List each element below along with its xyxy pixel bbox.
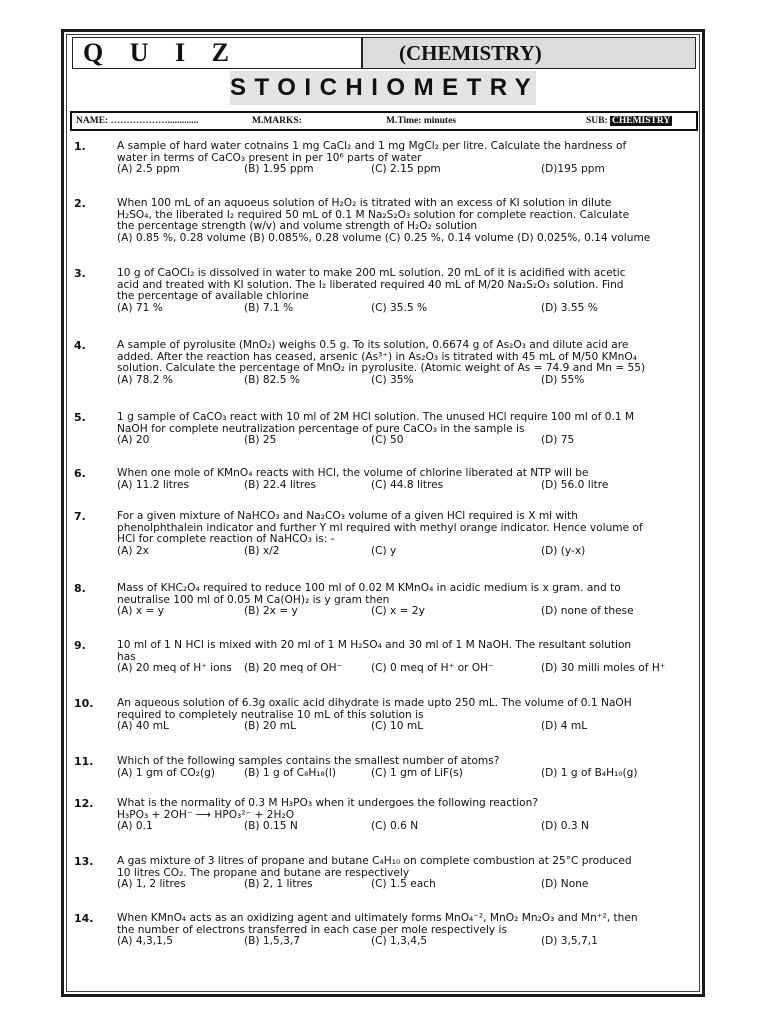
answer-option: (C) 35.5 % bbox=[371, 301, 428, 314]
answer-options bbox=[117, 879, 695, 891]
answer-option: (C) x = 2y bbox=[371, 605, 425, 618]
question-number: 8. bbox=[74, 582, 86, 595]
question-number: 11. bbox=[74, 755, 94, 768]
answer-option: (A) 40 mL bbox=[117, 720, 169, 733]
question-text bbox=[117, 468, 695, 492]
question-text bbox=[117, 756, 695, 780]
answer-options bbox=[117, 936, 695, 948]
question-line: When one mole of KMnO₄ reacts with HCl, the volume of chlorine liberated at NTP will be bbox=[117, 467, 589, 479]
answer-option: (B) 22.4 litres bbox=[244, 478, 317, 491]
answer-option: (B) 1.95 ppm bbox=[244, 163, 314, 176]
answer-options bbox=[117, 821, 695, 833]
question-line: required to completely neutralise 10 mL of this solution is bbox=[117, 708, 424, 721]
question-line: 10 g of CaOCl₂ is dissolved in water to make 200 mL solution. 20 mL of it is acidified with acetic bbox=[117, 267, 626, 279]
question-line: 1 g sample of CaCO₃ react with 10 ml of 2M HCl solution. The unused HCl require 100 ml of 0.1 M bbox=[117, 411, 635, 423]
max-marks-label: M.MARKS: bbox=[252, 116, 302, 126]
question-text bbox=[117, 340, 695, 387]
question-number: 7. bbox=[74, 510, 86, 523]
answer-option: (D) (y-x) bbox=[541, 544, 586, 557]
answer-option: (C) 35% bbox=[371, 373, 414, 386]
question-line: the percentage strength (w/v) and volume strength of H₂O₂ solution bbox=[117, 220, 478, 233]
topic-title: STOICHIOMETRY bbox=[230, 71, 536, 105]
answer-options bbox=[117, 233, 695, 245]
student-info-bar bbox=[70, 111, 698, 131]
question-line: has bbox=[117, 650, 136, 663]
question-line: the percentage of available chlorine bbox=[117, 290, 309, 303]
question-text bbox=[117, 640, 695, 675]
question-text bbox=[117, 583, 695, 618]
answer-option: (A) 20 bbox=[117, 434, 150, 447]
question-line: added. After the reaction has ceased, arsenic (As³⁺) in As₂O₃ is titrated with 45 mL of M/50 KMnO₄ bbox=[117, 350, 637, 363]
question-number: 10. bbox=[74, 697, 94, 710]
answer-option: (C) 44.8 litres bbox=[371, 478, 444, 491]
answer-options bbox=[117, 721, 695, 733]
answer-option: (D) 3.55 % bbox=[541, 301, 598, 314]
answer-options bbox=[117, 480, 695, 492]
answer-option: (B) 2x = y bbox=[244, 605, 298, 618]
max-time-label: M.Time: minutes bbox=[386, 116, 457, 126]
question-line: For a given mixture of NaHCO₃ and Na₂CO₃ volume of a given HCl required is X ml with bbox=[117, 510, 578, 522]
question-line: H₂SO₄, the liberated I₂ required 50 mL of 0.1 M Na₂S₂O₃ solution for complete reaction. Calculate bbox=[117, 208, 630, 221]
question-line: An aqueous solution of 6.3g oxalic acid dihydrate is made upto 250 mL. The volume of 0.1 NaOH bbox=[117, 697, 632, 709]
question-text bbox=[117, 511, 695, 558]
answer-option: (D) 30 milli moles of H⁺ bbox=[541, 662, 666, 675]
answer-option: (D) 1 g of B₄H₁₀(g) bbox=[541, 766, 638, 779]
question-line: 10 ml of 1 N HCl is mixed with 20 ml of 1 M H₂SO₄ and 30 ml of 1 M NaOH. The resultant solution bbox=[117, 639, 632, 651]
question-number: 13. bbox=[74, 855, 94, 868]
answer-options bbox=[117, 546, 695, 558]
answer-option: (A) 4,3,1,5 bbox=[117, 935, 173, 948]
question-line: A sample of pyrolusite (MnO₂) weighs 0.5 g. To its solution, 0.6674 g of As₂O₃ and dilute acid are bbox=[117, 339, 629, 351]
question-line: A sample of hard water cotnains 1 mg CaCl₂ and 1 mg MgCl₂ per litre. Calculate the hardness of bbox=[117, 140, 627, 152]
answer-options bbox=[117, 663, 695, 675]
answer-option: (D) none of these bbox=[541, 605, 634, 618]
answer-option: (B) 20 mL bbox=[244, 720, 296, 733]
question-text bbox=[117, 698, 695, 733]
answer-option: (A) 2.5 ppm bbox=[117, 163, 180, 176]
question-line: the number of electrons transferred in each case per mole respectively is bbox=[117, 923, 507, 936]
answer-option: (D) 0.3 N bbox=[541, 820, 589, 833]
question-number: 6. bbox=[74, 467, 86, 480]
question-text bbox=[117, 798, 695, 833]
answer-option: (D) 56.0 litre bbox=[541, 478, 609, 491]
answer-option: (B) 2, 1 litres bbox=[244, 878, 313, 891]
question-number: 5. bbox=[74, 411, 86, 424]
answer-option: (C) 1.5 each bbox=[371, 878, 436, 891]
question-line: When 100 mL of an aquoeus solution of H₂O₂ is titrated with an excess of KI solution in dilute bbox=[117, 197, 612, 209]
answer-option: (C) y bbox=[371, 544, 397, 557]
question-number: 4. bbox=[74, 339, 86, 352]
question-number: 1. bbox=[74, 140, 86, 153]
answer-option: (C) 50 bbox=[371, 434, 404, 447]
answer-option: (D) 3,5,7,1 bbox=[541, 935, 598, 948]
answer-option: (A) 0.1 bbox=[117, 820, 153, 833]
answer-options bbox=[117, 768, 695, 780]
answer-option: (B) 0.15 N bbox=[244, 820, 298, 833]
answer-option: (A) 0.85 %, 0.28 volume (B) 0.085%, 0.28 volume (C) 0.25 %, 0.14 volume (D) 0.025%, 0.14 volume bbox=[117, 231, 651, 244]
answer-option: (D) 4 mL bbox=[541, 720, 588, 733]
quiz-title: Q U I Z bbox=[72, 37, 362, 69]
answer-option: (A) 2x bbox=[117, 544, 149, 557]
answer-option: (B) x/2 bbox=[244, 544, 280, 557]
question-line: When KMnO₄ acts as an oxidizing agent and ultimately forms MnO₄⁻², MnO₂ Mn₂O₃ and Mn⁺², then bbox=[117, 912, 638, 924]
answer-option: (B) 25 bbox=[244, 434, 277, 447]
question-text bbox=[117, 913, 695, 948]
question-text bbox=[117, 268, 695, 315]
question-number: 9. bbox=[74, 639, 86, 652]
answer-option: (C) 1 gm of LiF(s) bbox=[371, 766, 463, 779]
question-line: phenolphthalein indicator and further Y ml required with methyl orange indicator. Hence volume of bbox=[117, 521, 643, 534]
question-line: 10 litres CO₂. The propane and butane are respectively bbox=[117, 866, 410, 879]
answer-options bbox=[117, 606, 695, 618]
answer-option: (A) 1 gm of CO₂(g) bbox=[117, 766, 215, 779]
question-line: water in terms of CaCO₃ present in per 10⁶ parts of water bbox=[117, 151, 422, 164]
answer-options bbox=[117, 375, 695, 387]
question-text bbox=[117, 141, 695, 176]
answer-option: (B) 20 meq of OH⁻ bbox=[244, 662, 343, 675]
name-label: NAME: ………………............. bbox=[76, 116, 199, 126]
answer-option: (B) 1 g of C₈H₁₈(l) bbox=[244, 766, 336, 779]
answer-option: (B) 7.1 % bbox=[244, 301, 294, 314]
answer-option: (C) 1,3,4,5 bbox=[371, 935, 428, 948]
question-line: acid and treated with KI solution. The I₂ liberated required 40 mL of M/20 Na₂S₂O₃ solution. Find bbox=[117, 278, 624, 291]
answer-option: (C) 0 meq of H⁺ or OH⁻ bbox=[371, 662, 494, 675]
answer-options bbox=[117, 435, 695, 447]
question-text bbox=[117, 412, 695, 447]
answer-option: (A) 11.2 litres bbox=[117, 478, 190, 491]
question-line: solution. Calculate the percentage of MnO₂ in pyrolusite. (Atomic weight of As = 74.9 and Mn = 55) bbox=[117, 362, 646, 375]
answer-option: (D) 75 bbox=[541, 434, 575, 447]
answer-options bbox=[117, 303, 695, 315]
question-number: 12. bbox=[74, 797, 94, 810]
question-number: 3. bbox=[74, 267, 86, 280]
answer-option: (D)195 ppm bbox=[541, 163, 605, 176]
answer-option: (A) 20 meq of H⁺ ions bbox=[117, 662, 232, 675]
subject-value: CHEMISTRY bbox=[612, 116, 671, 126]
answer-option: (C) 10 mL bbox=[371, 720, 424, 733]
question-line: H₃PO₃ + 2OH⁻ ⟶ HPO₃²⁻ + 2H₂O bbox=[117, 808, 295, 821]
answer-option: (A) x = y bbox=[117, 605, 165, 618]
answer-option: (B) 1,5,3,7 bbox=[244, 935, 300, 948]
question-line: Mass of KHC₂O₄ required to reduce 100 ml of 0.02 M KMnO₄ in acidic medium is x gram. and to bbox=[117, 582, 621, 594]
answer-option: (A) 78.2 % bbox=[117, 373, 173, 386]
answer-option: (C) 2.15 ppm bbox=[371, 163, 441, 176]
answer-option: (C) 0.6 N bbox=[371, 820, 419, 833]
question-number: 14. bbox=[74, 912, 94, 925]
question-line: HCl for complete reaction of NaHCO₃ is: - bbox=[117, 533, 335, 546]
answer-option: (A) 1, 2 litres bbox=[117, 878, 186, 891]
question-text bbox=[117, 856, 695, 891]
answer-option: (D) None bbox=[541, 878, 589, 891]
subject-banner: (CHEMISTRY) bbox=[362, 37, 696, 69]
question-line: neutralise 100 ml of 0.05 M Ca(OH)₂ is y gram then bbox=[117, 593, 390, 606]
question-line: What is the normality of 0.3 M H₃PO₃ when it undergoes the following reaction? bbox=[117, 797, 539, 809]
answer-option: (D) 55% bbox=[541, 373, 585, 386]
question-line: NaOH for complete neutralization percentage of pure CaCO₃ in the sample is bbox=[117, 422, 525, 435]
question-number: 2. bbox=[74, 197, 86, 210]
question-line: A gas mixture of 3 litres of propane and butane C₄H₁₀ on complete combustion at 25°C produced bbox=[117, 855, 632, 867]
subject-label: SUB: bbox=[586, 116, 608, 126]
question-text bbox=[117, 198, 695, 245]
answer-option: (B) 82.5 % bbox=[244, 373, 300, 386]
answer-options bbox=[117, 164, 695, 176]
question-line: Which of the following samples contains the smallest number of atoms? bbox=[117, 755, 500, 767]
answer-option: (A) 71 % bbox=[117, 301, 163, 314]
